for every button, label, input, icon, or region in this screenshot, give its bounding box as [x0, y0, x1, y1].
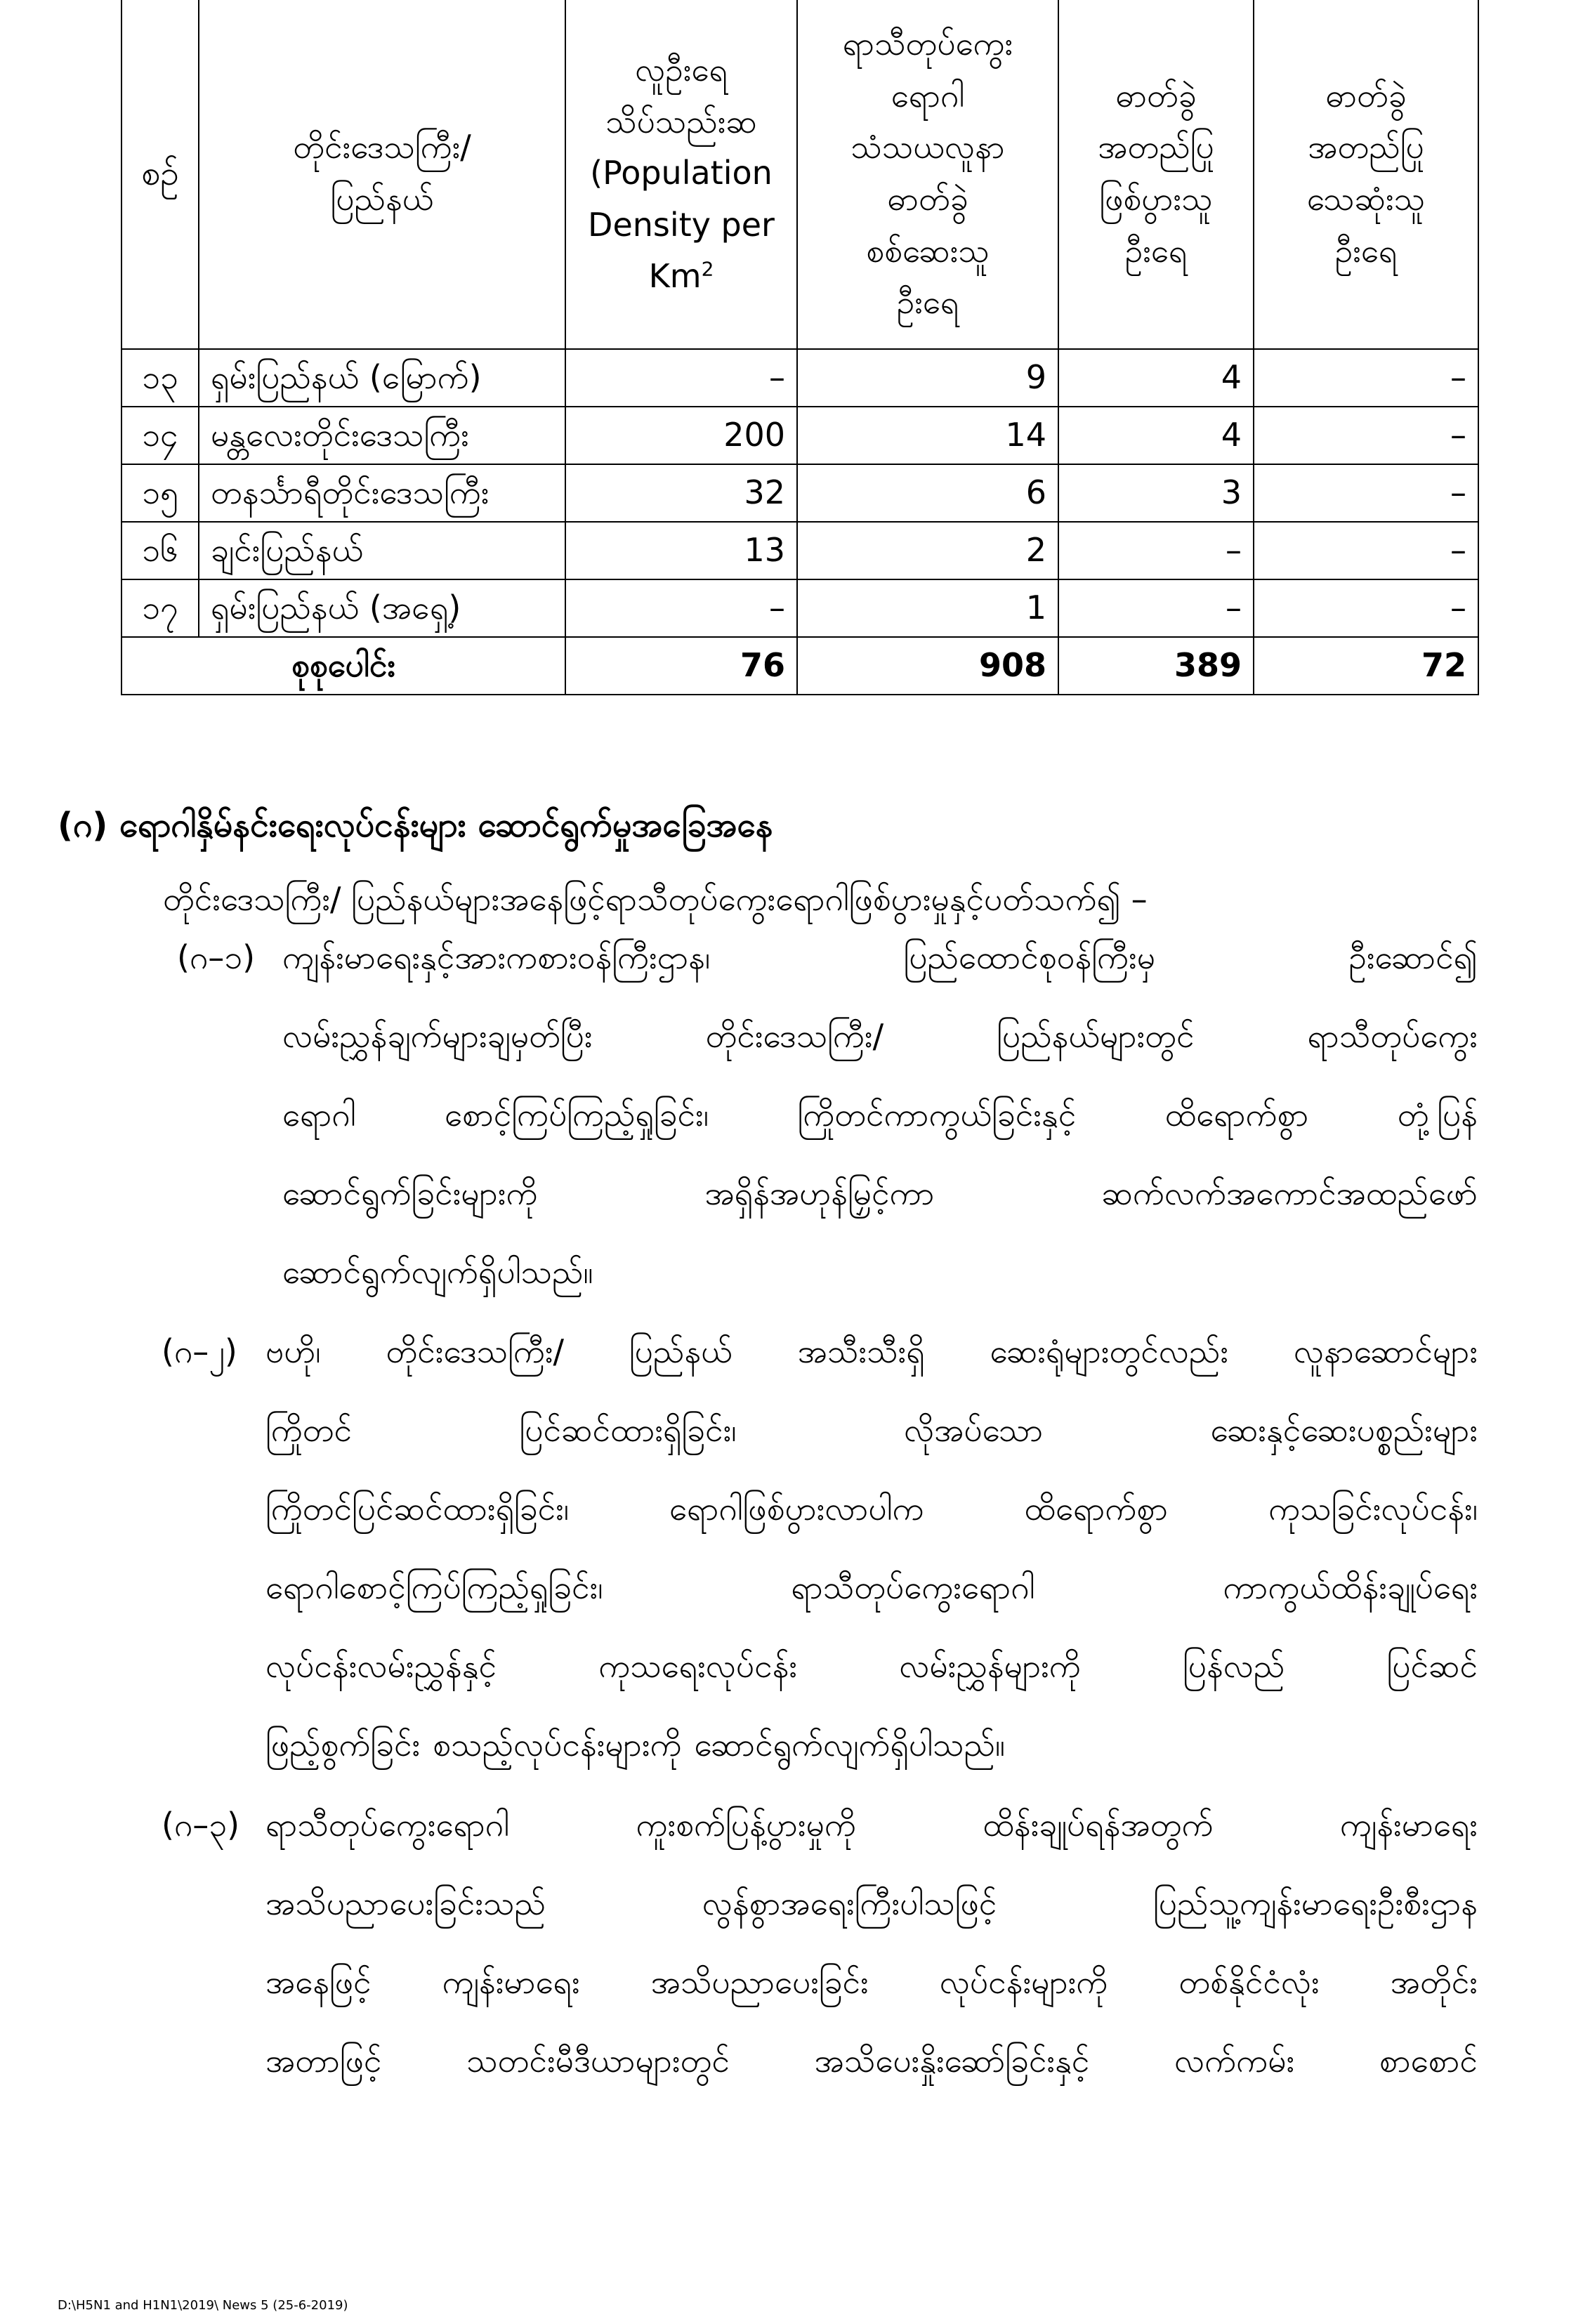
cell-deaths: –: [1254, 522, 1478, 579]
cell-region: ရှမ်းပြည်နယ် (မြောက်): [199, 349, 565, 407]
paragraph-label: (ဂ–၂): [162, 1332, 237, 1370]
paragraph-line: လုပ်ငန်းလမ်းညွှန်နှင့် ကုသရေးလုပ်ငန်း လမ်းညွှန်များကို ပြန်လည် ပြင်ဆင်: [265, 1647, 1478, 1685]
header-deaths: ဓာတ်ခွဲ အတည်ပြု သေဆုံးသူ ဦးရေ: [1254, 0, 1478, 349]
paragraph-line: ဗဟို၊ တိုင်းဒေသကြီး/ ပြည်နယ် အသီးသီးရှိ ဆေးရုံများတွင်လည်း လူနာဆောင်များ: [265, 1332, 1478, 1370]
cell-serial: ၁၄: [121, 407, 199, 464]
paragraph-line: ကြိုတင် ပြင်ဆင်ထားရှိခြင်း၊ လိုအပ်သော ဆေးနှင့်ဆေးပစ္စည်းများ: [265, 1411, 1478, 1449]
cell-region: တနင်္သာရီတိုင်းဒေသကြီး: [199, 464, 565, 522]
cell-deaths: –: [1254, 349, 1478, 407]
paragraph-line: ရောဂါစောင့်ကြပ်ကြည့်ရှုခြင်း၊ ရာသီတုပ်ကွေးရောဂါ ကာကွယ်ထိန်းချုပ်ရေး: [265, 1568, 1478, 1606]
cell-confirmed: 4: [1058, 407, 1254, 464]
paragraph-line: လမ်းညွှန်ချက်များချမှတ်ပြီး တိုင်းဒေသကြီး/ ပြည်နယ်များတွင် ရာသီတုပ်ကွေး: [282, 1017, 1478, 1055]
cell-confirmed: 4: [1058, 349, 1254, 407]
cell-density: 200: [565, 407, 797, 464]
header-confirmed: ဓာတ်ခွဲ အတည်ပြု ဖြစ်ပွားသူ ဦးရေ: [1058, 0, 1254, 349]
section-intro: တိုင်းဒေသကြီး/ ပြည်နယ်များအနေဖြင့်ရာသီတုပ်ကွေးရောဂါဖြစ်ပွားမှုနှင့်ပတ်သက်၍ –: [163, 880, 1148, 918]
cell-density: 13: [565, 522, 797, 579]
header-region: တိုင်းဒေသကြီး/ ပြည်နယ်: [199, 0, 565, 349]
cell-region: ရှမ်းပြည်နယ် (အရှေ့): [199, 579, 565, 637]
paragraph-line: ဆောင်ရွက်လျက်ရှိပါသည်။: [282, 1253, 593, 1291]
cell-deaths: –: [1254, 464, 1478, 522]
cell-tested: 9: [797, 349, 1058, 407]
cell-density: –: [565, 349, 797, 407]
paragraph-line: အသိပညာပေးခြင်းသည် လွန်စွာအရေးကြီးပါသဖြင့် ပြည်သူ့ကျန်းမာရေးဦးစီးဌာန: [265, 1884, 1478, 1922]
table-row: [121, 579, 1478, 637]
paragraph-line: ကြိုတင်ပြင်ဆင်ထားရှိခြင်း၊ ရောဂါဖြစ်ပွားလာပါက ထိရောက်စွာ ကုသခြင်းလုပ်ငန်း၊: [265, 1490, 1478, 1528]
total-deaths: 72: [1254, 637, 1478, 695]
cell-serial: ၁၇: [121, 579, 199, 637]
total-confirmed: 389: [1058, 637, 1254, 695]
cell-tested: 6: [797, 464, 1058, 522]
cell-confirmed: –: [1058, 522, 1254, 579]
paragraph-line: ရာသီတုပ်ကွေးရောဂါ ကူးစက်ပြန့်ပွားမှုကို ထိန်းချုပ်ရန်အတွက် ကျန်းမာရေး: [265, 1806, 1478, 1844]
paragraph-line: အတာဖြင့် သတင်းမီဒီယာများတွင် အသိပေးနှိုးဆော်ခြင်းနှင့် လက်ကမ်း စာစောင်: [265, 2042, 1478, 2080]
total-label: စုစုပေါင်း: [121, 637, 565, 695]
paragraph-line: ဆောင်ရွက်ခြင်းများကို အရှိန်အဟုန်မြှင့်ကာ ဆက်လက်အကောင်အထည်ဖော်: [282, 1174, 1478, 1212]
paragraph-label: (ဂ–၁): [177, 938, 256, 976]
cell-density: 32: [565, 464, 797, 522]
paragraph-line: ဖြည့်စွက်ခြင်း စသည့်လုပ်ငန်းများကို ဆောင်ရွက်လျက်ရှိပါသည်။: [265, 1726, 1005, 1764]
cell-confirmed: –: [1058, 579, 1254, 637]
cell-tested: 1: [797, 579, 1058, 637]
cell-confirmed: 3: [1058, 464, 1254, 522]
header-tested: ရာသီတုပ်ကွေး ရောဂါ သံသယလူနာ ဓာတ်ခွဲ စစ်ဆေးသူ ဦးရေ: [797, 0, 1058, 349]
cell-deaths: –: [1254, 407, 1478, 464]
header-serial: စဉ်: [121, 0, 199, 349]
header-population-density: လူဦးရေ သိပ်သည်းဆ (Population Density per Km$^2$: [565, 0, 797, 349]
cell-deaths: –: [1254, 579, 1478, 637]
table-total-row: [121, 637, 1478, 695]
table-row: [121, 349, 1478, 407]
cell-region: ချင်းပြည်နယ်: [199, 522, 565, 579]
table-header-row: [121, 0, 1478, 349]
table-row: [121, 522, 1478, 579]
table-row: [121, 464, 1478, 522]
cell-serial: ၁၆: [121, 522, 199, 579]
cell-serial: ၁၃: [121, 349, 199, 407]
section-heading: (ဂ) ရောဂါနှိမ်နင်းရေးလုပ်ငန်းများ ဆောင်ရွက်မှုအခြေအနေ: [58, 806, 773, 845]
paragraph-line: ရောဂါ စောင့်ကြပ်ကြည့်ရှုခြင်း၊ ကြိုတင်ကာကွယ်ခြင်းနှင့် ထိရောက်စွာ တုံ့ပြန်: [282, 1096, 1478, 1134]
total-density: 76: [565, 637, 797, 695]
cell-region: မန္တလေးတိုင်းဒေသကြီး: [199, 407, 565, 464]
influenza-statistics-table: [121, 0, 1479, 695]
paragraph-line: အနေဖြင့် ကျန်းမာရေး အသိပညာပေးခြင်း လုပ်ငန်းများကို တစ်နိုင်ငံလုံး အတိုင်း: [265, 1963, 1478, 2001]
paragraph-label: (ဂ–၃): [162, 1806, 240, 1844]
cell-serial: ၁၅: [121, 464, 199, 522]
footer-file-path: D:\H5N1 and H1N1\2019\ News 5 (25-6-2019): [58, 2298, 348, 2313]
cell-tested: 2: [797, 522, 1058, 579]
paragraph-line: ကျန်းမာရေးနှင့်အားကစားဝန်ကြီးဌာန၊ ပြည်ထောင်စုဝန်ကြီးမှ ဦးဆောင်၍: [282, 938, 1478, 976]
cell-density: –: [565, 579, 797, 637]
total-tested: 908: [797, 637, 1058, 695]
table-row: [121, 407, 1478, 464]
cell-tested: 14: [797, 407, 1058, 464]
